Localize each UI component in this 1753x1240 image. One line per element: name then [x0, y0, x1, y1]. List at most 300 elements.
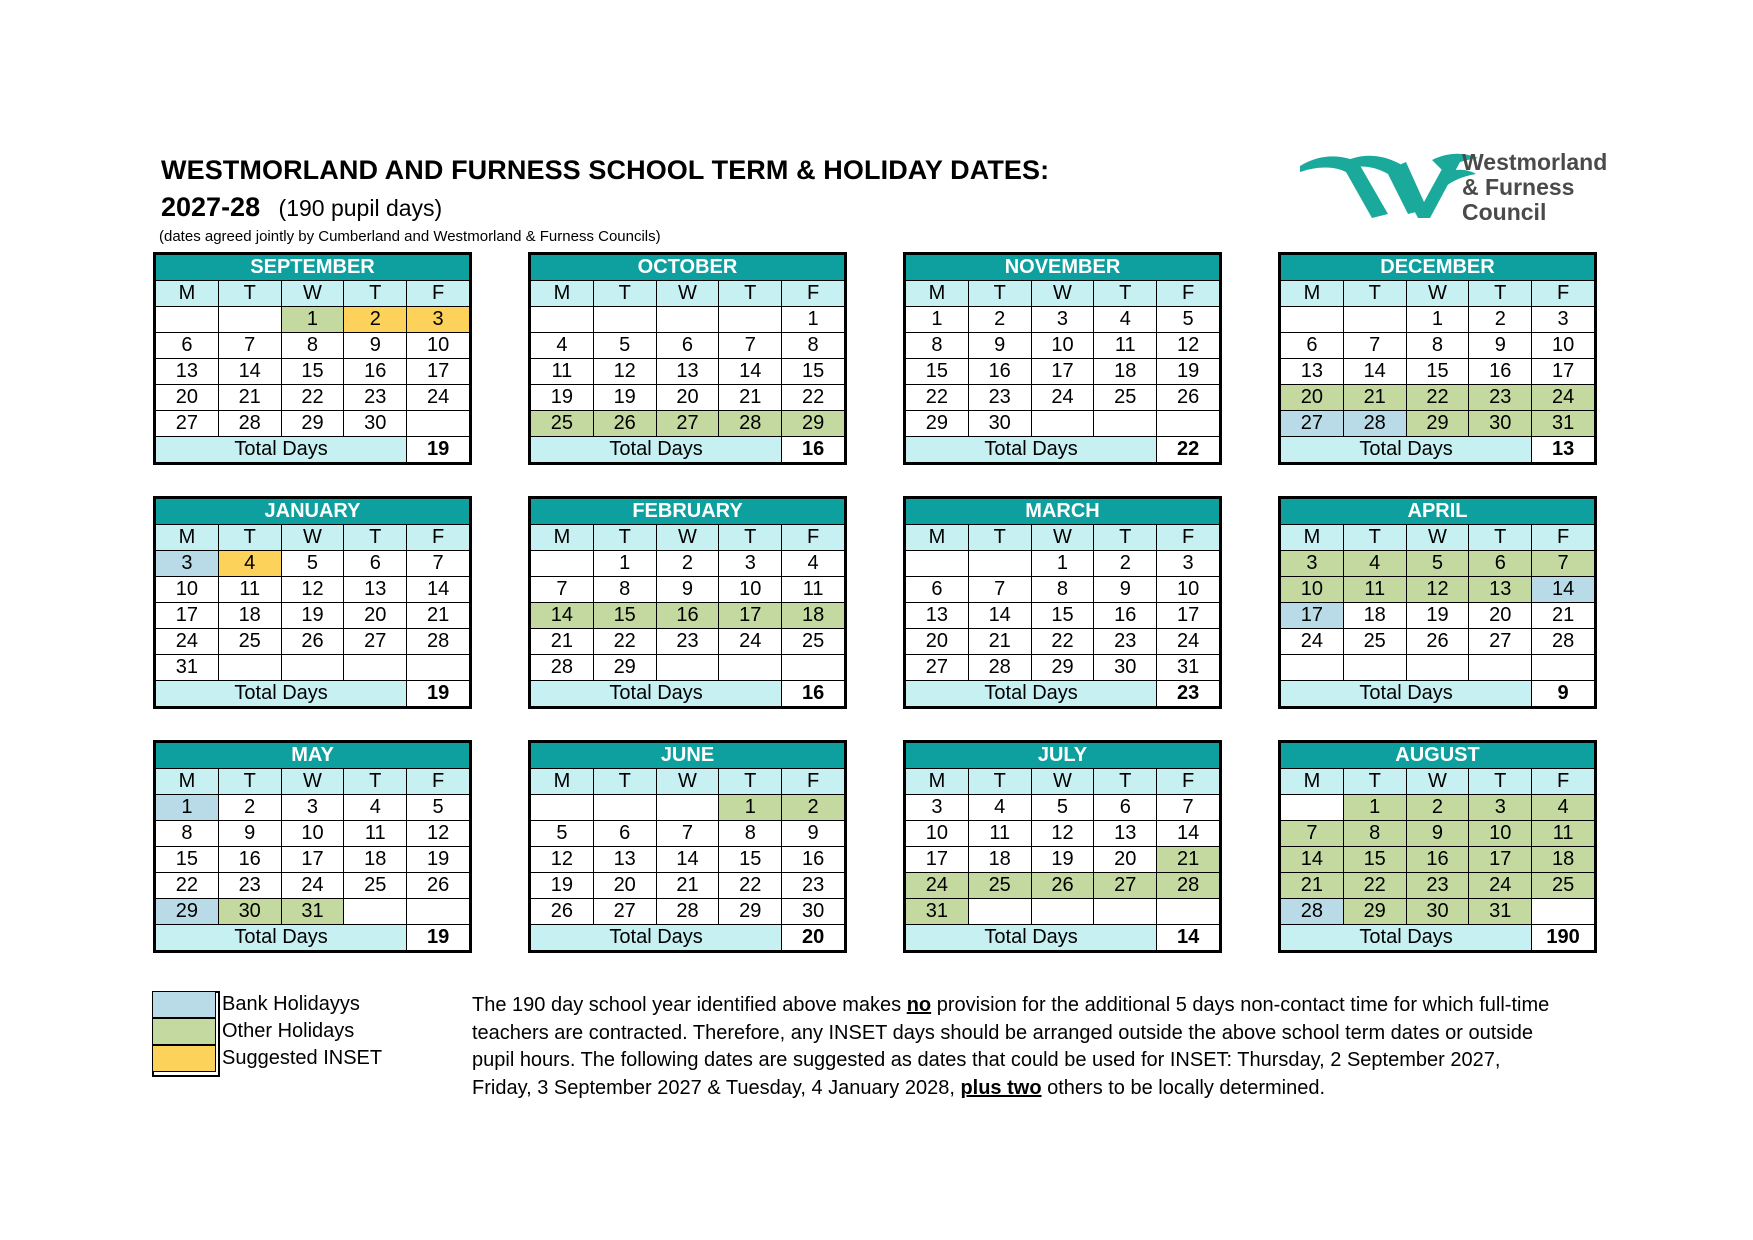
- weekday-label: W: [281, 525, 344, 551]
- day-cell: 28: [968, 655, 1031, 681]
- week-row: [906, 359, 1220, 385]
- day-cell: 25: [1532, 873, 1595, 899]
- day-cell: 25: [968, 873, 1031, 899]
- day-cell: 17: [719, 603, 782, 629]
- note-line-3: pupil hours. The following dates are suggested as dates that could be used for INSET: Thursday, 2 September 2027,: [472, 1049, 1501, 1071]
- day-cell: 6: [1281, 333, 1344, 359]
- day-cell: 10: [719, 577, 782, 603]
- weekday-label: T: [593, 769, 656, 795]
- day-cell: 23: [782, 873, 845, 899]
- week-row: [156, 847, 470, 873]
- weekday-label: F: [1532, 769, 1595, 795]
- day-cell: 16: [1406, 847, 1469, 873]
- day-cell: 28: [531, 655, 594, 681]
- total-days-value: 16: [782, 681, 845, 707]
- day-cell: 12: [281, 577, 344, 603]
- day-cell: 21: [968, 629, 1031, 655]
- day-cell: 6: [656, 333, 719, 359]
- logo-line-2: & Furness: [1462, 174, 1575, 200]
- day-cell: 11: [1343, 577, 1406, 603]
- day-cell: 10: [1157, 577, 1220, 603]
- weekday-label: W: [1406, 525, 1469, 551]
- day-cell: 21: [218, 385, 281, 411]
- month-table: [155, 742, 470, 951]
- day-cell: 8: [1343, 821, 1406, 847]
- day-cell: [218, 307, 281, 333]
- weekday-label: F: [407, 525, 470, 551]
- week-row: [156, 899, 470, 925]
- day-cell: [1031, 411, 1094, 437]
- total-days-value: 19: [407, 925, 470, 951]
- total-days-label: Total Days: [906, 925, 1157, 951]
- day-cell: 17: [1281, 603, 1344, 629]
- week-row: [1281, 795, 1595, 821]
- month-name: MARCH: [906, 499, 1220, 525]
- week-row: [156, 385, 470, 411]
- day-cell: [1094, 411, 1157, 437]
- day-cell: 1: [906, 307, 969, 333]
- day-cell: 2: [968, 307, 1031, 333]
- day-cell: 15: [156, 847, 219, 873]
- inset-note: [472, 992, 1602, 1102]
- weekday-label: F: [782, 769, 845, 795]
- day-cell: 3: [1281, 551, 1344, 577]
- day-cell: 15: [782, 359, 845, 385]
- day-cell: 15: [719, 847, 782, 873]
- week-row: [906, 385, 1220, 411]
- total-days-value: 22: [1157, 437, 1220, 463]
- day-cell: 19: [281, 603, 344, 629]
- day-cell: [968, 899, 1031, 925]
- week-row: [156, 333, 470, 359]
- day-cell: 26: [1157, 385, 1220, 411]
- day-cell: 7: [1343, 333, 1406, 359]
- day-cell: 5: [531, 821, 594, 847]
- day-cell: 18: [218, 603, 281, 629]
- day-cell: [1094, 899, 1157, 925]
- day-cell: 1: [1406, 307, 1469, 333]
- day-cell: 22: [719, 873, 782, 899]
- day-cell: 27: [656, 411, 719, 437]
- total-days-label: Total Days: [1281, 925, 1532, 951]
- day-cell: 24: [719, 629, 782, 655]
- day-cell: 17: [1532, 359, 1595, 385]
- day-cell: 13: [656, 359, 719, 385]
- month-table: [530, 254, 845, 463]
- day-cell: 1: [281, 307, 344, 333]
- day-cell: 11: [218, 577, 281, 603]
- weekday-label: W: [1031, 281, 1094, 307]
- month-table: [1280, 742, 1595, 951]
- total-days-value: 190: [1532, 925, 1595, 951]
- day-cell: 28: [1157, 873, 1220, 899]
- weekday-label: T: [1343, 525, 1406, 551]
- day-cell: 29: [156, 899, 219, 925]
- weekday-label: T: [1094, 769, 1157, 795]
- day-cell: 13: [1469, 577, 1532, 603]
- day-cell: 19: [531, 385, 594, 411]
- week-row: [906, 821, 1220, 847]
- week-row: [1281, 873, 1595, 899]
- weekday-label: F: [1157, 281, 1220, 307]
- legend-swatch-bank: [152, 991, 216, 1018]
- weekday-label: T: [344, 281, 407, 307]
- weekday-label: F: [407, 769, 470, 795]
- month-december: [1278, 252, 1597, 465]
- day-cell: 22: [906, 385, 969, 411]
- legend-swatch-inset: [152, 1045, 216, 1072]
- month-name: MAY: [156, 743, 470, 769]
- day-cell: [531, 795, 594, 821]
- day-cell: 17: [1157, 603, 1220, 629]
- day-cell: 30: [968, 411, 1031, 437]
- day-cell: [344, 655, 407, 681]
- day-cell: [1343, 655, 1406, 681]
- day-cell: 23: [1094, 629, 1157, 655]
- day-cell: 28: [1532, 629, 1595, 655]
- total-days-label: Total Days: [156, 437, 407, 463]
- day-cell: 27: [1094, 873, 1157, 899]
- day-cell: 2: [1094, 551, 1157, 577]
- day-cell: 23: [1469, 385, 1532, 411]
- day-cell: 9: [218, 821, 281, 847]
- day-cell: 9: [656, 577, 719, 603]
- day-cell: 7: [531, 577, 594, 603]
- pupil-days: (190 pupil days): [278, 195, 443, 221]
- day-cell: [968, 551, 1031, 577]
- day-cell: 14: [1281, 847, 1344, 873]
- week-row: [156, 873, 470, 899]
- day-cell: 17: [281, 847, 344, 873]
- month-table: [905, 254, 1220, 463]
- month-august: [1278, 740, 1597, 953]
- day-cell: 2: [1406, 795, 1469, 821]
- month-name: JANUARY: [156, 499, 470, 525]
- day-cell: 25: [782, 629, 845, 655]
- day-cell: 12: [593, 359, 656, 385]
- day-cell: 10: [281, 821, 344, 847]
- day-cell: 13: [906, 603, 969, 629]
- day-cell: 20: [344, 603, 407, 629]
- total-days-label: Total Days: [1281, 681, 1532, 707]
- weekday-label: T: [968, 281, 1031, 307]
- day-cell: 17: [906, 847, 969, 873]
- day-cell: 21: [1343, 385, 1406, 411]
- week-row: [531, 795, 845, 821]
- subtitle-line: [161, 192, 442, 223]
- day-cell: 16: [1469, 359, 1532, 385]
- weekday-label: W: [1406, 769, 1469, 795]
- day-cell: 14: [218, 359, 281, 385]
- day-cell: 24: [407, 385, 470, 411]
- day-cell: 30: [344, 411, 407, 437]
- day-cell: 26: [407, 873, 470, 899]
- day-cell: 15: [593, 603, 656, 629]
- day-cell: 25: [1094, 385, 1157, 411]
- day-cell: 24: [1281, 629, 1344, 655]
- day-cell: [719, 655, 782, 681]
- day-cell: 7: [407, 551, 470, 577]
- weekday-label: T: [1343, 769, 1406, 795]
- day-cell: 11: [531, 359, 594, 385]
- day-cell: 9: [968, 333, 1031, 359]
- total-days-value: 23: [1157, 681, 1220, 707]
- day-cell: 1: [156, 795, 219, 821]
- day-cell: 1: [782, 307, 845, 333]
- week-row: [531, 629, 845, 655]
- day-cell: [344, 899, 407, 925]
- note-text: Friday, 3 September 2027 & Tuesday, 4 January 2028,: [472, 1076, 961, 1099]
- day-cell: 3: [1469, 795, 1532, 821]
- day-cell: 5: [407, 795, 470, 821]
- total-days-label: Total Days: [531, 925, 782, 951]
- day-cell: [593, 307, 656, 333]
- day-cell: 21: [407, 603, 470, 629]
- day-cell: 5: [1157, 307, 1220, 333]
- day-cell: 13: [1281, 359, 1344, 385]
- week-row: [156, 655, 470, 681]
- weekday-label: T: [968, 525, 1031, 551]
- day-cell: 2: [344, 307, 407, 333]
- month-name: SEPTEMBER: [156, 255, 470, 281]
- day-cell: 18: [968, 847, 1031, 873]
- day-cell: 29: [782, 411, 845, 437]
- council-logo-text: [1462, 150, 1607, 225]
- day-cell: 7: [1157, 795, 1220, 821]
- day-cell: 16: [1094, 603, 1157, 629]
- week-row: [156, 795, 470, 821]
- day-cell: 13: [593, 847, 656, 873]
- weekday-label: F: [1157, 769, 1220, 795]
- day-cell: [1532, 899, 1595, 925]
- day-cell: 30: [1094, 655, 1157, 681]
- day-cell: 29: [1031, 655, 1094, 681]
- day-cell: 15: [906, 359, 969, 385]
- month-june: [528, 740, 847, 953]
- day-cell: 16: [968, 359, 1031, 385]
- day-cell: 14: [1157, 821, 1220, 847]
- day-cell: 4: [968, 795, 1031, 821]
- total-days-value: 14: [1157, 925, 1220, 951]
- day-cell: 14: [1343, 359, 1406, 385]
- month-july: [903, 740, 1222, 953]
- weekday-label: M: [531, 281, 594, 307]
- note-text: The 190 day school year identified above makes: [472, 994, 907, 1016]
- total-days-value: 9: [1532, 681, 1595, 707]
- month-april: [1278, 496, 1597, 709]
- total-days-label: Total Days: [906, 437, 1157, 463]
- weekday-label: T: [719, 769, 782, 795]
- day-cell: 14: [407, 577, 470, 603]
- day-cell: 30: [782, 899, 845, 925]
- day-cell: 5: [281, 551, 344, 577]
- month-name: FEBRUARY: [531, 499, 845, 525]
- day-cell: 2: [218, 795, 281, 821]
- day-cell: 7: [1532, 551, 1595, 577]
- weekday-label: T: [1094, 525, 1157, 551]
- day-cell: 21: [1281, 873, 1344, 899]
- day-cell: [782, 655, 845, 681]
- day-cell: 23: [218, 873, 281, 899]
- day-cell: 8: [719, 821, 782, 847]
- week-row: [156, 577, 470, 603]
- month-name: APRIL: [1281, 499, 1595, 525]
- day-cell: 8: [906, 333, 969, 359]
- day-cell: 29: [1343, 899, 1406, 925]
- day-cell: [407, 655, 470, 681]
- day-cell: 9: [1469, 333, 1532, 359]
- day-cell: 10: [1031, 333, 1094, 359]
- weekday-label: T: [218, 525, 281, 551]
- day-cell: 31: [1469, 899, 1532, 925]
- day-cell: 25: [531, 411, 594, 437]
- day-cell: 12: [1031, 821, 1094, 847]
- note-text: others to be locally determined.: [1041, 1076, 1326, 1099]
- day-cell: 1: [1031, 551, 1094, 577]
- weekday-label: T: [593, 525, 656, 551]
- day-cell: [656, 655, 719, 681]
- legend-swatch-other: [152, 1018, 216, 1045]
- day-cell: 17: [156, 603, 219, 629]
- day-cell: 9: [1094, 577, 1157, 603]
- weekday-label: W: [1031, 769, 1094, 795]
- month-table: [155, 254, 470, 463]
- day-cell: 8: [593, 577, 656, 603]
- day-cell: 7: [968, 577, 1031, 603]
- day-cell: 25: [1343, 629, 1406, 655]
- day-cell: 28: [1281, 899, 1344, 925]
- day-cell: 9: [782, 821, 845, 847]
- day-cell: [531, 551, 594, 577]
- day-cell: 7: [719, 333, 782, 359]
- day-cell: 28: [218, 411, 281, 437]
- weekday-label: M: [1281, 525, 1344, 551]
- day-cell: 1: [719, 795, 782, 821]
- total-days-value: 19: [407, 681, 470, 707]
- weekday-label: F: [782, 281, 845, 307]
- day-cell: 2: [1469, 307, 1532, 333]
- day-cell: 11: [968, 821, 1031, 847]
- day-cell: [531, 307, 594, 333]
- day-cell: [593, 795, 656, 821]
- day-cell: 3: [1157, 551, 1220, 577]
- day-cell: 6: [1094, 795, 1157, 821]
- day-cell: 18: [1532, 847, 1595, 873]
- day-cell: 30: [1469, 411, 1532, 437]
- week-row: [906, 847, 1220, 873]
- month-may: [153, 740, 472, 953]
- month-table: [155, 498, 470, 707]
- day-cell: 22: [1031, 629, 1094, 655]
- day-cell: 24: [906, 873, 969, 899]
- month-table: [905, 498, 1220, 707]
- week-row: [906, 411, 1220, 437]
- weekday-label: M: [1281, 281, 1344, 307]
- weekday-label: W: [656, 769, 719, 795]
- day-cell: 27: [1469, 629, 1532, 655]
- week-row: [1281, 385, 1595, 411]
- day-cell: 4: [1094, 307, 1157, 333]
- week-row: [531, 307, 845, 333]
- day-cell: 3: [407, 307, 470, 333]
- day-cell: 24: [1157, 629, 1220, 655]
- day-cell: 29: [593, 655, 656, 681]
- day-cell: [719, 307, 782, 333]
- day-cell: 5: [593, 333, 656, 359]
- day-cell: 10: [906, 821, 969, 847]
- day-cell: [1281, 795, 1344, 821]
- day-cell: 6: [593, 821, 656, 847]
- day-cell: 20: [1094, 847, 1157, 873]
- day-cell: 28: [1343, 411, 1406, 437]
- total-days-value: 19: [407, 437, 470, 463]
- logo-line-3: Council: [1462, 199, 1547, 225]
- weekday-label: W: [281, 281, 344, 307]
- day-cell: 17: [407, 359, 470, 385]
- week-row: [1281, 603, 1595, 629]
- weekday-label: T: [218, 281, 281, 307]
- day-cell: 20: [156, 385, 219, 411]
- week-row: [531, 603, 845, 629]
- weekday-label: W: [656, 281, 719, 307]
- day-cell: [906, 551, 969, 577]
- weekday-label: T: [719, 281, 782, 307]
- day-cell: 19: [593, 385, 656, 411]
- day-cell: 23: [344, 385, 407, 411]
- week-row: [906, 795, 1220, 821]
- weekday-label: T: [218, 769, 281, 795]
- day-cell: 25: [344, 873, 407, 899]
- day-cell: 31: [281, 899, 344, 925]
- legend-label-bank: Bank Holidayys: [222, 993, 360, 1015]
- weekday-label: T: [1094, 281, 1157, 307]
- weekday-label: F: [782, 525, 845, 551]
- day-cell: 23: [1406, 873, 1469, 899]
- weekday-label: M: [156, 769, 219, 795]
- total-days-label: Total Days: [156, 925, 407, 951]
- week-row: [156, 629, 470, 655]
- day-cell: 12: [1406, 577, 1469, 603]
- month-november: [903, 252, 1222, 465]
- day-cell: 3: [281, 795, 344, 821]
- day-cell: 12: [1157, 333, 1220, 359]
- day-cell: 10: [156, 577, 219, 603]
- total-days-value: 20: [782, 925, 845, 951]
- weekday-label: W: [1031, 525, 1094, 551]
- day-cell: 10: [1281, 577, 1344, 603]
- weekday-label: W: [656, 525, 719, 551]
- weekday-label: M: [1281, 769, 1344, 795]
- total-days-value: 16: [782, 437, 845, 463]
- total-days-label: Total Days: [156, 681, 407, 707]
- day-cell: 20: [906, 629, 969, 655]
- day-cell: 16: [344, 359, 407, 385]
- day-cell: 13: [344, 577, 407, 603]
- day-cell: 23: [656, 629, 719, 655]
- day-cell: 2: [782, 795, 845, 821]
- month-name: AUGUST: [1281, 743, 1595, 769]
- week-row: [1281, 411, 1595, 437]
- day-cell: [1532, 655, 1595, 681]
- week-row: [531, 359, 845, 385]
- day-cell: 28: [719, 411, 782, 437]
- day-cell: 31: [906, 899, 969, 925]
- week-row: [531, 847, 845, 873]
- day-cell: 12: [531, 847, 594, 873]
- day-cell: 18: [782, 603, 845, 629]
- day-cell: [1281, 655, 1344, 681]
- day-cell: 8: [782, 333, 845, 359]
